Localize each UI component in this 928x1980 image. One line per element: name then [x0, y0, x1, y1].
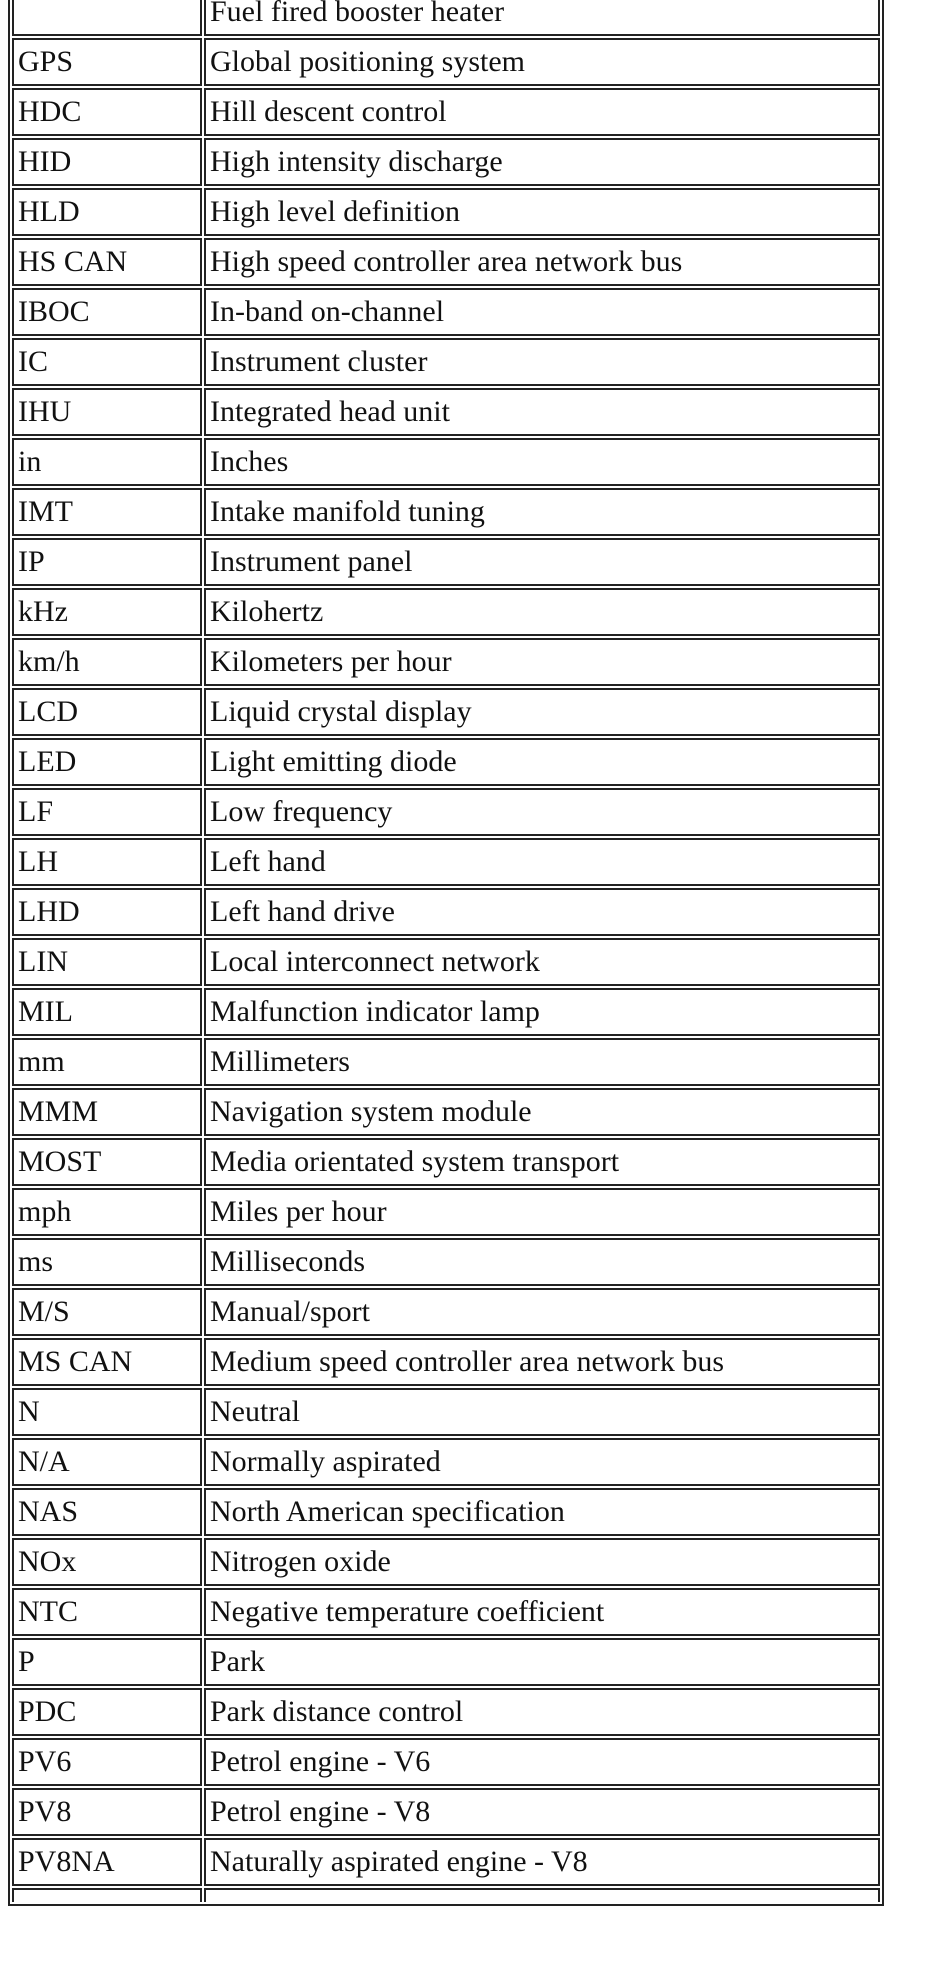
abbreviation-cell: GPS — [12, 38, 202, 86]
table-row — [12, 1138, 880, 1186]
table-row — [12, 1038, 880, 1086]
table-row — [12, 1788, 880, 1836]
table-row — [12, 738, 880, 786]
meaning-cell: Left hand drive — [204, 888, 880, 936]
meaning-cell: High level definition — [204, 188, 880, 236]
meaning-cell: In-band on-channel — [204, 288, 880, 336]
table-row — [12, 788, 880, 836]
meaning-cell: Park — [204, 1638, 880, 1686]
table-row — [12, 1738, 880, 1786]
meaning-cell: Medium speed controller area network bus — [204, 1338, 880, 1386]
table-row — [12, 1288, 880, 1336]
table-row — [12, 938, 880, 986]
table-row — [12, 138, 880, 186]
meaning-cell: Instrument panel — [204, 538, 880, 586]
table-row — [12, 38, 880, 86]
abbreviation-cell — [12, 0, 202, 36]
abbreviation-cell: LCD — [12, 688, 202, 736]
abbreviations-table-container — [8, 0, 884, 1906]
meaning-cell: Light emitting diode — [204, 738, 880, 786]
abbreviation-cell: MIL — [12, 988, 202, 1036]
abbreviation-cell: km/h — [12, 638, 202, 686]
abbreviation-cell: MMM — [12, 1088, 202, 1136]
meaning-cell: Liquid crystal display — [204, 688, 880, 736]
meaning-cell: Neutral — [204, 1388, 880, 1436]
meaning-cell: Nitrogen oxide — [204, 1538, 880, 1586]
meaning-cell-empty — [204, 1888, 880, 1902]
table-row — [12, 238, 880, 286]
abbreviation-cell: PDC — [12, 1688, 202, 1736]
meaning-cell: Integrated head unit — [204, 388, 880, 436]
table-row — [12, 388, 880, 436]
abbreviation-cell: IC — [12, 338, 202, 386]
table-row — [12, 1338, 880, 1386]
table-row — [12, 438, 880, 486]
abbreviation-cell: MOST — [12, 1138, 202, 1186]
abbreviation-cell: HID — [12, 138, 202, 186]
abbreviation-cell: N/A — [12, 1438, 202, 1486]
table-row — [12, 1388, 880, 1436]
meaning-cell: North American specification — [204, 1488, 880, 1536]
table-row — [12, 1588, 880, 1636]
meaning-cell: High intensity discharge — [204, 138, 880, 186]
meaning-cell: Park distance control — [204, 1688, 880, 1736]
table-row — [12, 0, 880, 36]
table-row — [12, 1488, 880, 1536]
abbreviation-cell: PV6 — [12, 1738, 202, 1786]
meaning-cell: Navigation system module — [204, 1088, 880, 1136]
abbreviation-cell: HS CAN — [12, 238, 202, 286]
table-row — [12, 1638, 880, 1686]
abbreviation-cell: HDC — [12, 88, 202, 136]
abbreviations-table — [8, 0, 884, 1906]
abbreviation-cell: mph — [12, 1188, 202, 1236]
abbreviation-cell: PV8NA — [12, 1838, 202, 1886]
abbreviation-cell: NAS — [12, 1488, 202, 1536]
table-row — [12, 1838, 880, 1886]
meaning-cell: Fuel fired booster heater — [204, 0, 880, 36]
abbreviation-cell: P — [12, 1638, 202, 1686]
abbreviation-cell: PV8 — [12, 1788, 202, 1836]
abbreviation-cell: in — [12, 438, 202, 486]
table-row — [12, 88, 880, 136]
meaning-cell: Local interconnect network — [204, 938, 880, 986]
table-row — [12, 688, 880, 736]
meaning-cell: Intake manifold tuning — [204, 488, 880, 536]
abbreviation-cell: IBOC — [12, 288, 202, 336]
meaning-cell: Inches — [204, 438, 880, 486]
meaning-cell: Petrol engine - V8 — [204, 1788, 880, 1836]
table-row — [12, 588, 880, 636]
meaning-cell: Kilohertz — [204, 588, 880, 636]
meaning-cell: Low frequency — [204, 788, 880, 836]
abbreviation-cell: LIN — [12, 938, 202, 986]
meaning-cell: Media orientated system transport — [204, 1138, 880, 1186]
table-row — [12, 188, 880, 236]
meaning-cell: Milliseconds — [204, 1238, 880, 1286]
meaning-cell: Hill descent control — [204, 88, 880, 136]
meaning-cell: Kilometers per hour — [204, 638, 880, 686]
meaning-cell: Normally aspirated — [204, 1438, 880, 1486]
meaning-cell: Petrol engine - V6 — [204, 1738, 880, 1786]
table-row — [12, 1088, 880, 1136]
abbreviation-cell: MS CAN — [12, 1338, 202, 1386]
abbreviation-cell-empty — [12, 1888, 202, 1902]
table-row-partial — [12, 1888, 880, 1902]
abbreviation-cell: LHD — [12, 888, 202, 936]
abbreviation-cell: IP — [12, 538, 202, 586]
table-row — [12, 538, 880, 586]
meaning-cell: Negative temperature coefficient — [204, 1588, 880, 1636]
meaning-cell: High speed controller area network bus — [204, 238, 880, 286]
table-row — [12, 838, 880, 886]
meaning-cell: Malfunction indicator lamp — [204, 988, 880, 1036]
abbreviation-cell: NTC — [12, 1588, 202, 1636]
abbreviation-cell: NOx — [12, 1538, 202, 1586]
table-row — [12, 1438, 880, 1486]
abbreviation-cell: LH — [12, 838, 202, 886]
meaning-cell: Left hand — [204, 838, 880, 886]
meaning-cell: Manual/sport — [204, 1288, 880, 1336]
abbreviation-cell: kHz — [12, 588, 202, 636]
table-row — [12, 1538, 880, 1586]
table-row — [12, 338, 880, 386]
abbreviation-cell: IHU — [12, 388, 202, 436]
meaning-cell: Global positioning system — [204, 38, 880, 86]
abbreviations-table-body — [12, 0, 880, 1902]
abbreviation-cell: ms — [12, 1238, 202, 1286]
meaning-cell: Instrument cluster — [204, 338, 880, 386]
abbreviation-cell: mm — [12, 1038, 202, 1086]
table-row — [12, 488, 880, 536]
table-row — [12, 1688, 880, 1736]
table-row — [12, 888, 880, 936]
abbreviation-cell: LF — [12, 788, 202, 836]
abbreviation-cell: N — [12, 1388, 202, 1436]
meaning-cell: Millimeters — [204, 1038, 880, 1086]
abbreviation-cell: LED — [12, 738, 202, 786]
meaning-cell: Naturally aspirated engine - V8 — [204, 1838, 880, 1886]
table-row — [12, 1188, 880, 1236]
abbreviation-cell: M/S — [12, 1288, 202, 1336]
table-row — [12, 638, 880, 686]
abbreviation-cell: IMT — [12, 488, 202, 536]
table-row — [12, 988, 880, 1036]
meaning-cell: Miles per hour — [204, 1188, 880, 1236]
table-row — [12, 1238, 880, 1286]
table-row — [12, 288, 880, 336]
abbreviation-cell: HLD — [12, 188, 202, 236]
